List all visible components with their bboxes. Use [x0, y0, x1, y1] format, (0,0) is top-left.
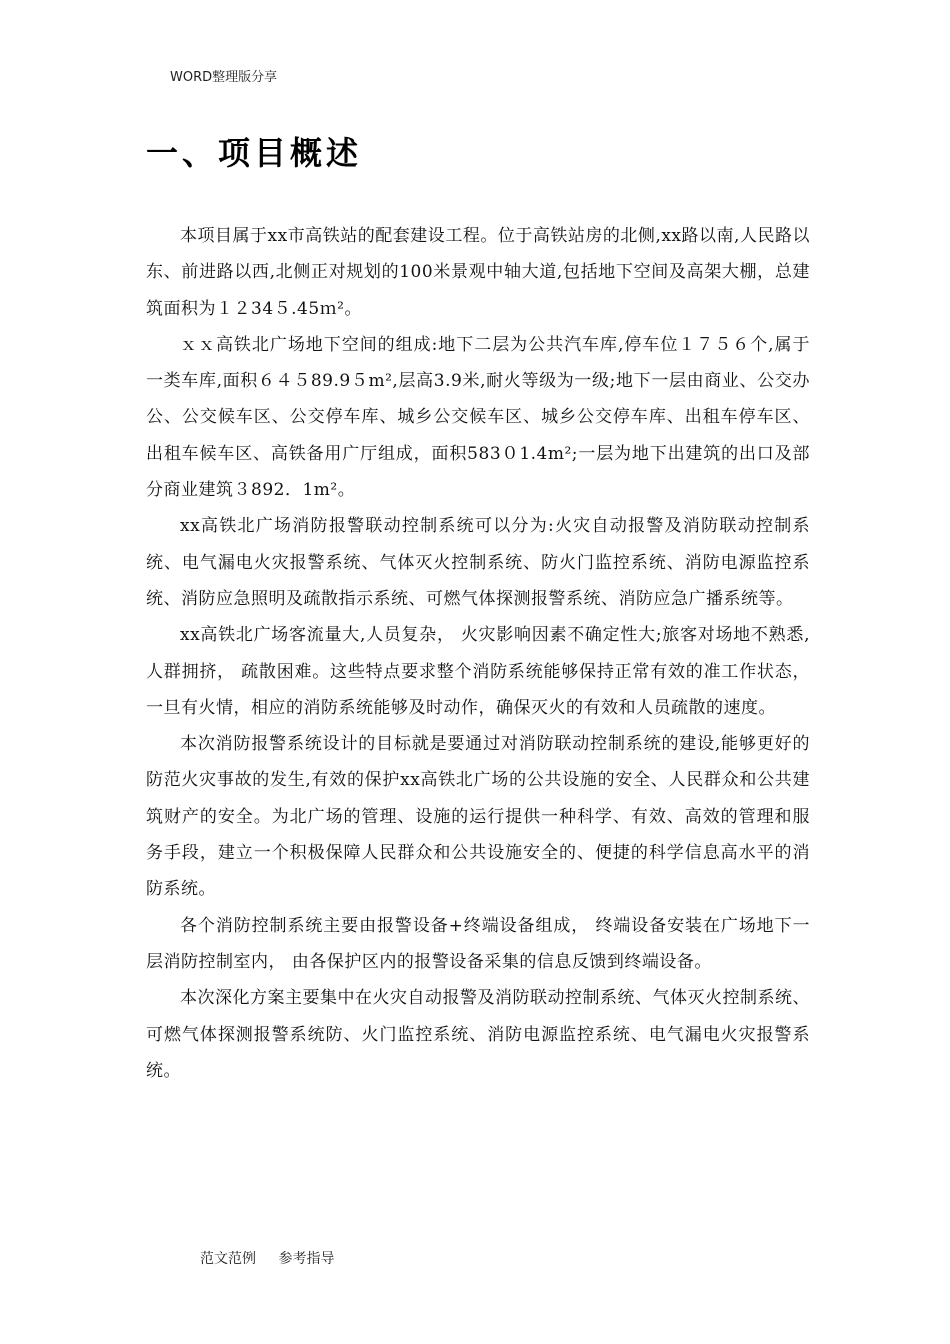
paragraph-design-goal: 本次消防报警系统设计的目标就是要通过对消防联动控制系统的建设,能够更好的防范火灾事故的发生,有效的保护xx高铁北广场的公共设施的安全、人民群众和公共建筑财产的安全。为北广场的管理、设施的运行提供一种科学、有效、高效的管理和服务手段，建立一个积极保障人民群众和公共设施安全的、便捷的科学信息高水平的消防系统。 — [146, 734, 810, 900]
footer-left-text: 范文范例 — [200, 1251, 256, 1267]
paragraph-site-characteristics: xx高铁北广场客流量大,人员复杂， 火灾影响因素不确定性大;旅客对场地不熟悉,人群拥挤， 疏散困难。这些特点要求整个消防系统能够保持正常有效的准工作状态，一旦有火情，相应的消防系统能够及时动作，确保灭火的有效和人员疏散的速度。 — [146, 625, 810, 718]
paragraph-scheme-focus: 本次深化方案主要集中在火灾自动报警及消防联动控制系统、气体灭火控制系统、可燃气体探测报警系统防、火门监控系统、消防电源监控系统、电气漏电火灾报警系统。 — [146, 988, 810, 1081]
page-footer — [200, 1248, 334, 1268]
page-header: WORD整理版分享 — [170, 70, 278, 85]
paragraph-system-classification: xx高铁北广场消防报警联动控制系统可以分为:火灾自动报警及消防联动控制系统、电气漏电火灾报警系统、气体灭火控制系统、防火门监控系统、消防电源监控系统、消防应急照明及疏散指示系统、可燃气体探测报警系统、消防应急广播系统等。 — [146, 516, 810, 609]
paragraph-underground-composition: ｘｘ高铁北广场地下空间的组成:地下二层为公共汽车库,停车位１７５６个,属于一类车库,面积６４５89.9５m²,层高3.9米,耐火等级为一级;地下一层由商业、公交办公、公交候车区、公交停车库、城乡公交候车区、城乡公交停车库、出租车停车区、出租车候车区、高铁备用广厅组成，面积583０1.4m²;一层为地下出建筑的出口及部分商业建筑３892．1m²。 — [146, 334, 810, 501]
body-text — [146, 218, 810, 1089]
footer-right-text: 参考指导 — [278, 1251, 335, 1267]
section-title: 一、项目概述 — [146, 134, 363, 172]
paragraph-project-location: 本项目属于xx市高铁站的配套建设工程。位于高铁站房的北侧,xx路以南,人民路以东、前进路以西,北侧正对规划的100米景观中轴大道,包括地下空间及高架大棚，总建筑面积为１２34５.45ｍ²。 — [146, 226, 810, 319]
paragraph-system-composition: 各个消防控制系统主要由报警设备+终端设备组成， 终端设备安装在广场地下一层消防控制室内， 由各保护区内的报警设备采集的信息反馈到终端设备。 — [146, 915, 810, 972]
